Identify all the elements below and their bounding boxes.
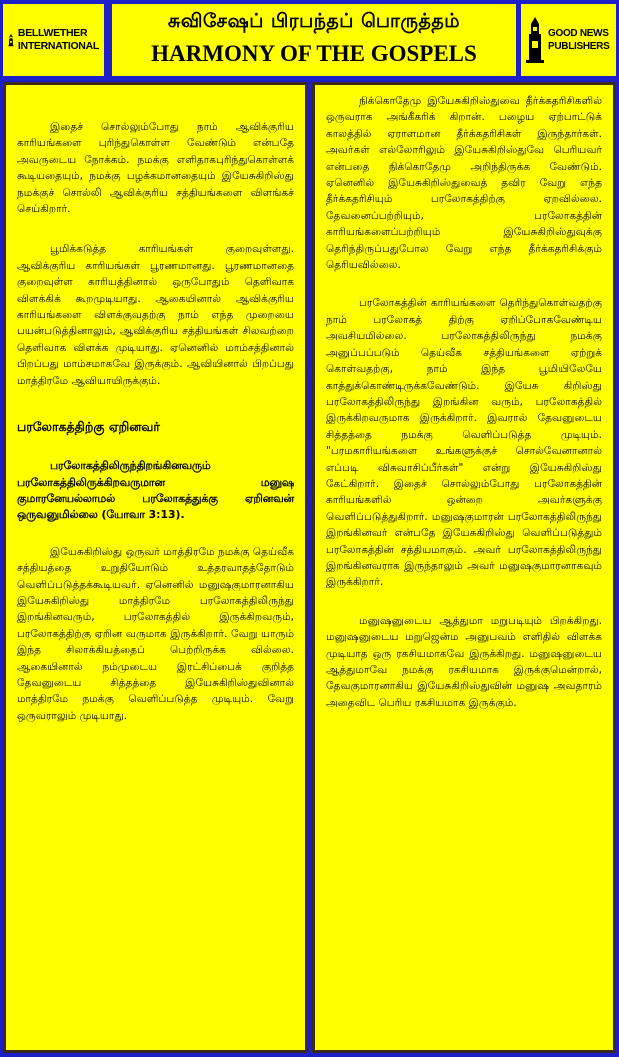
title-tamil: சுவிசேஷப் பிரபந்தப் பொருத்தம் bbox=[167, 10, 461, 32]
logo-line2: INTERNATIONAL bbox=[17, 40, 99, 52]
title-english: HARMONY OF THE GOSPELS bbox=[151, 41, 477, 66]
paragraph: இதைச் சொல்லும்போது நாம் ஆவிக்குரிய காரியங்களை புரிந்துகொள்ள வேண்டும் என்பதே அவருடைய நோக்கம். நமக்கு எளிதாகபுரிந்துகொள்ளக் கூடியதையும், நமக்கு பழக்கமானதையும் இயேசுகிறிஸ்து நமக்குச் சொல்லி ஆவிக்குரிய சத்தியங்களை விளங்கச் செய்கிறார். bbox=[17, 121, 294, 216]
good-news-logo bbox=[521, 4, 616, 76]
logo-line2: PUBLISHERS bbox=[548, 41, 610, 52]
paragraph: நிக்கொதேமு இயேசுகிறிஸ்துவை தீர்க்கதரிசிகளில் ஒருவராக அங்கீகரிக் கிறான். பழைய ஏற்பாட்டுக் காலத்தில் ஏராளமான தீர்க்கதரிசிகள் இருந்தார்கள். அவர்கள் எல்லோரிலும் இயேசுகிறிஸ்துவே பெரியவர் என்பதை நிக்கொதேமு அறிந்திருக்க வேண்டும். ஏனெனில் இயேசுகிறிஸ்துவைத் தவிர வேறு எந்த தீர்க்கதரிசியும் பரலோகத்திற்கு ஏறவில்லை. தேவனைப்பற்றியும், பரலோகத்தின் காரியங்களைப்பற்றியும் இயேசுகிறிஸ்துவுக்கு தெரிந்திருப்பதுபோல வேறு எந்த தீர்க்கதரிசிக்கும் தெரியவில்லை. bbox=[326, 95, 602, 272]
section-heading: பரலோகத்திற்கு ஏறினவர் bbox=[17, 419, 160, 435]
logo-line1: GOOD NEWS bbox=[548, 28, 609, 39]
bell-tower-icon bbox=[8, 17, 14, 63]
scripture-quote: பரலோகத்திலிருந்திறங்கினவரும் பரலோகத்திலிருக்கிறவருமான மனுஷ குமாரனேயல்லாமல் பரலோகத்துக்கு ஏறினவன் ஒருவனுமில்லை (யோவா 3:13). bbox=[17, 459, 294, 522]
paragraph: இயேசுகிறிஸ்து ஒருவர் மாத்திரமே நமக்கு தெய்வீக சத்தியத்தை உறுதியோடும் உத்தரவாதத்தோடும் வெளிப்படுத்தக்கூடியவர். ஏனெனில் மனுஷகுமாரனாகிய இயேசுகிறிஸ்து மாத்திரமே பரலோகத்திலிருந்து இறங்கினவரும், பரலோகத்தில் இருக்கிறவரும், பரலோகத்திற்கு ஏறின வருமாக இருக்கிறார். வேறு யாரும் இந்த சிலாக்கியத்தைப் பெற்றிருக்க வில்லை. ஆகையினால் நம்முடைய இரட்சிப்பைக் குறித்த தேவனுடைய சித்தத்தை இயேசுகிறிஸ்துவினால் மாத்திரமே நமக்கு வெளிப்படுத்த முடியும். வேறு ஒருவராலும் முடியாது. bbox=[17, 545, 294, 722]
title-banner bbox=[112, 4, 516, 76]
paragraph: பூமிக்கடுத்த காரியங்கள் குறைவுள்ளது. ஆவிக்குரிய காரியங்கள் பூரணமானது. பூரணமானதை குறைவுள்ள காரியத்தினால் ஒருபோதும் தெளிவாக விளக்கிக் கூறமுடியாது. ஆகையினால் ஆவிக்குரிய காரியங்களை விளக்குவதற்கு நாம் எந்த முறையை பயன்படுத்தினாலும், ஆவிக்குரிய சத்தியங்கள் சிலவற்றை தெளிவாக விளக்க முடியாது. ஏனெனில் மாம்சத்தினால் பிறப்பது மாம்சமாகவே இருக்கும். ஆவியினால் பிறப்பது மாத்திரமே ஆவியாயிருக்கும். bbox=[17, 243, 294, 387]
bellwether-logo bbox=[3, 4, 104, 76]
right-column bbox=[312, 82, 616, 1053]
paragraph: மனுஷனுடைய ஆத்துமா மறுபடியும் பிறக்கிறது. மனுஷனுடைய மறுஜென்ம அனுபவம் எளிதில் விளக்க முடியாத ஒரு ரகசியமாகவே இருக்கிறது. மனுஷனுடைய ஆத்துமாவே நமக்கு ரகசியமாக இருக்குமென்றால், தேவகுமாரனாகிய இயேசுகிறிஸ்துவின் மனுஷ அவதாரம் அதைவிட பெரிய ரகசியமாக இருக்கும். bbox=[326, 614, 602, 709]
tower-icon bbox=[526, 17, 544, 63]
logo-line1: BELLWETHER bbox=[17, 27, 88, 39]
paragraph: பரலோகத்தின் காரியங்களை தெரிந்துகொள்வதற்கு நாம் பரலோகத் திற்கு ஏறிப்போகவேண்டிய அவசியமில்லை. பரலோகத்திலிருந்து நமக்கு அனுப்பப்படும் தெய்வீக சத்தியங்களை ஏற்றுக் கொள்வதற்கு, நாம் இந்த பூமியிலேயே காத்துக்கொண்டிருக்கவேண்டும். இயேசு கிறிஸ்து பரலோகத்திலிருந்து இறங்கின வரும், பரலோகத்தில் இருக்கிறவருமாக இருக்கிறார். இவரால் தேவனுடைய சித்தத்தை நமக்கு வெளிப்படுத்த முடியும். "பரமகாரியங்களை உங்களுக்குச் சொல்வேனானால் எப்படி விசுவாசிப்பீர்கள்" என்று இயேசுகிறிஸ்து கேட்கிறார். இதைச் சொல்லும்போது பரலோகத்தின் காரியங்களில் ஒன்றை அவர்களுக்கு வெளிப்படுத்துகிறார். மனுஷகுமாரன் பரலோகத்திலிருந்து இறங்கினவர் என்பதே இயேசுகிறிஸ்து வெளிப்படுத்தும் பரலோகத்தின் சத்தியமாகும். அவர் பரலோகத்திலிருந்து இறங்கினவராக இருந்தாலும் அவர் மனுஷகுமாரனாகவும் இருக்கிறார். bbox=[326, 297, 602, 589]
left-column bbox=[3, 82, 308, 1053]
